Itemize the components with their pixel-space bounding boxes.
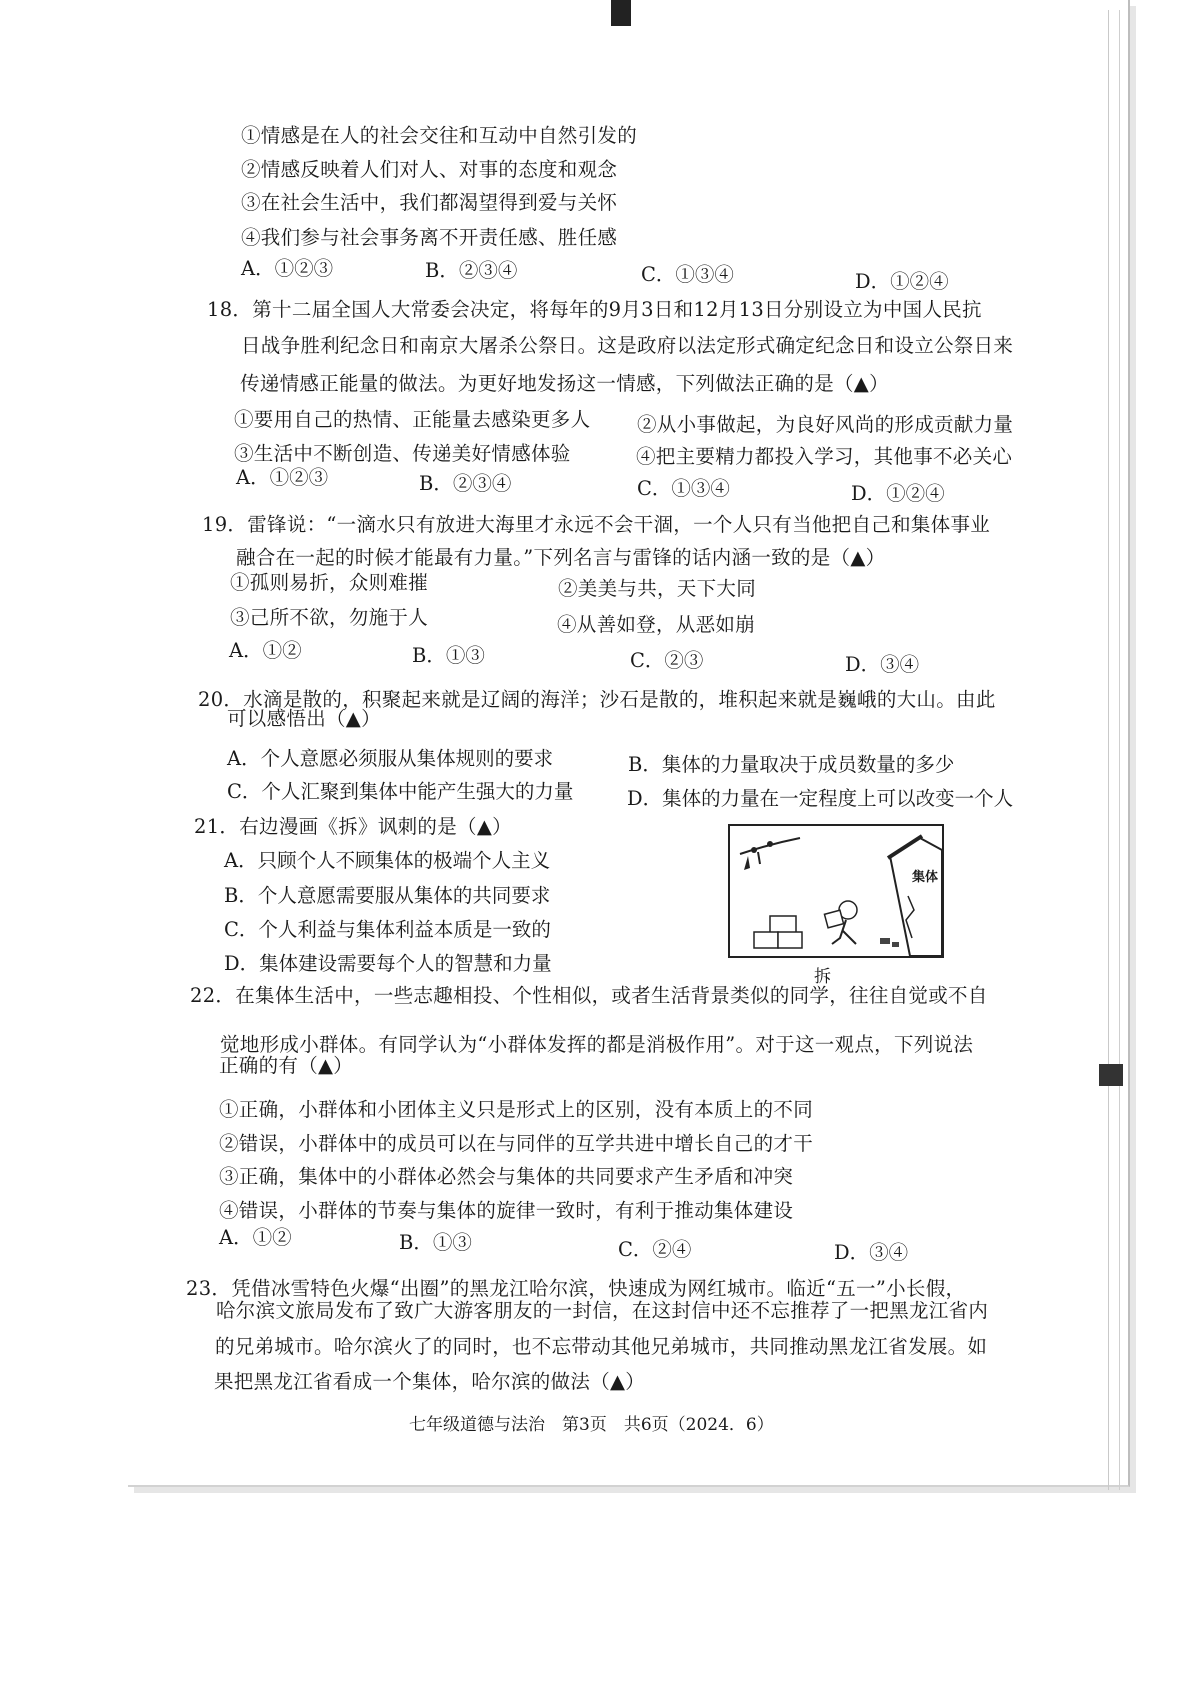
q20-option-d: D．集体的力量在一定程度上可以改变一个人: [627, 787, 1014, 810]
q17-option-c: C．①③④: [641, 263, 734, 286]
q17-item: ③在社会生活中，我们都渴望得到爱与关怀: [241, 191, 618, 214]
q19-item: ③己所不欲，勿施于人: [230, 606, 429, 629]
q18-option-c: C．①③④: [637, 477, 730, 500]
q17-item: ④我们参与社会事务离不开责任感、胜任感: [241, 226, 618, 249]
q18-stem-line: 日战争胜利纪念日和南京大屠杀公祭日。这是政府以法定形式确定纪念日和设立公祭日来: [241, 334, 1014, 357]
q22-item: ②错误，小群体中的成员可以在与同伴的互学共进中增长自己的才干: [219, 1132, 814, 1155]
cartoon-illustration: [730, 826, 942, 956]
q23-stem-line: 哈尔滨文旅局发布了致广大游客朋友的一封信，在这封信中还不忘推荐了一把黑龙江省内: [216, 1299, 989, 1322]
q22-stem-line: 觉地形成小群体。有同学认为“小群体发挥的都是消极作用”。对于这一观点，下列说法: [220, 1033, 974, 1056]
q18-item: ③生活中不断创造、传递美好情感体验: [234, 442, 571, 465]
q19-option-a: A．①②: [229, 639, 302, 662]
q23-stem-line: 的兄弟城市。哈尔滨火了的同时，也不忘带动其他兄弟城市，共同推动黑龙江省发展。如: [215, 1335, 988, 1358]
q19-option-d: D．③④: [845, 653, 920, 676]
q20-stem-line: 20．水滴是散的，积聚起来就是辽阔的海洋；沙石是散的，堆积起来就是巍峨的大山。由此: [198, 688, 996, 711]
q21-option-b: B．个人意愿需要服从集体的共同要求: [224, 884, 551, 907]
q19-item: ①孤则易折，众则难摧: [230, 571, 429, 594]
q21-option-a: A．只顾个人不顾集体的极端个人主义: [224, 849, 551, 872]
q17-option-b: B．②③④: [425, 259, 518, 282]
q20-option-b: B．集体的力量取决于成员数量的多少: [628, 753, 955, 776]
q23-stem-line: 果把黑龙江省看成一个集体，哈尔滨的做法（▲）: [214, 1370, 646, 1393]
q19-option-b: B．①③: [412, 644, 485, 667]
q20-stem-line: 可以感悟出（▲）: [227, 707, 381, 730]
page-footer: 七年级道德与法治 第3页 共6页（2024．6）: [409, 1415, 774, 1435]
q17-item: ①情感是在人的社会交往和互动中自然引发的: [241, 124, 638, 147]
q19-item: ④从善如登，从恶如崩: [557, 613, 756, 636]
q21-option-c: C．个人利益与集体利益本质是一致的: [224, 918, 551, 941]
q17-item: ②情感反映着人们对人、对事的态度和观念: [241, 158, 618, 181]
q22-stem-line: 正确的有（▲）: [219, 1054, 354, 1077]
q19-stem-line: 融合在一起的时候才能最有力量。”下列名言与雷锋的话内涵一致的是（▲）: [236, 546, 886, 569]
q18-item: ②从小事做起，为良好风尚的形成贡献力量: [637, 413, 1014, 436]
q18-option-b: B．②③④: [419, 472, 512, 495]
q22-option-d: D．③④: [834, 1241, 909, 1264]
q20-option-c: C．个人汇聚到集体中能产生强大的力量: [227, 780, 574, 803]
q18-option-a: A．①②③: [236, 466, 329, 489]
q22-item: ①正确，小群体和小团体主义只是形式上的区别，没有本质上的不同: [219, 1098, 814, 1121]
q21-option-d: D．集体建设需要每个人的智慧和力量: [224, 952, 552, 975]
q22-item: ③正确，集体中的小群体必然会与集体的共同要求产生矛盾和冲突: [219, 1165, 794, 1188]
cartoon-figure: [728, 824, 944, 958]
q22-option-c: C．②④: [618, 1238, 692, 1261]
figure-caption: 拆: [814, 967, 831, 987]
q21-stem: 21．右边漫画《拆》讽刺的是（▲）: [194, 815, 512, 838]
q18-item: ①要用自己的热情、正能量去感染更多人: [234, 408, 591, 431]
q23-stem-line: 23．凭借冰雪特色火爆“出圈”的黑龙江哈尔滨，快速成为网红城市。临近“五一”小长假，: [186, 1277, 966, 1300]
cartoon-label: 集体: [912, 870, 939, 885]
q18-stem-line: 18．第十二届全国人大常委会决定，将每年的9月3日和12月13日分别设立为中国人民抗: [207, 298, 982, 321]
q22-item: ④错误，小群体的节奏与集体的旋律一致时，有利于推动集体建设: [219, 1199, 794, 1222]
q17-option-d: D．①②④: [855, 270, 949, 293]
q20-option-a: A．个人意愿必须服从集体规则的要求: [227, 747, 554, 770]
q22-option-b: B．①③: [399, 1231, 472, 1254]
q18-item: ④把主要精力都投入学习，其他事不必关心: [636, 445, 1013, 468]
q19-option-c: C．②③: [630, 649, 704, 672]
q22-stem-line: 22．在集体生活中，一些志趣相投、个性相似，或者生活背景类似的同学，往往自觉或不自: [190, 984, 988, 1007]
q17-option-a: A．①②③: [241, 257, 334, 280]
q22-option-a: A．①②: [219, 1226, 292, 1249]
q18-option-d: D．①②④: [851, 482, 945, 505]
q18-stem-line: 传递情感正能量的做法。为更好地发扬这一情感，下列做法正确的是（▲）: [240, 372, 889, 395]
q19-stem-line: 19．雷锋说：“一滴水只有放进大海里才永远不会干涸，一个人只有当他把自己和集体事业: [202, 513, 991, 536]
q19-item: ②美美与共，天下大同: [558, 577, 757, 600]
